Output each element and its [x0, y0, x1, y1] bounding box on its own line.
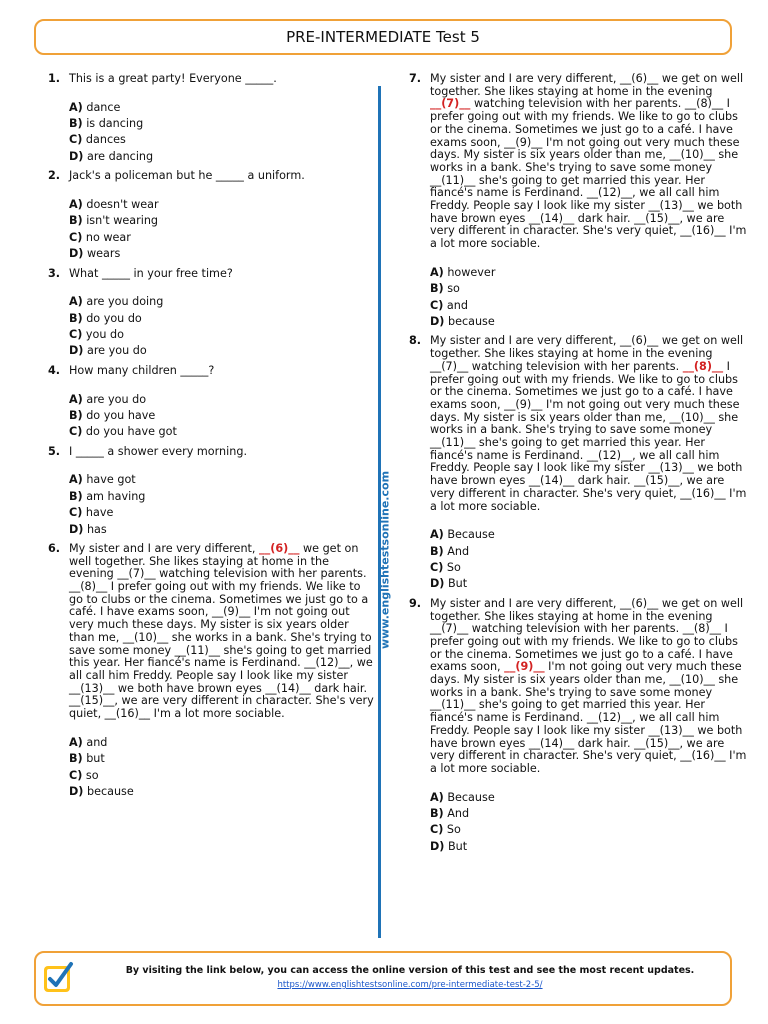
answer-options: [430, 265, 747, 331]
blank-gap: __(9)__: [211, 605, 251, 619]
blank-gap: __(8)__: [684, 97, 724, 111]
option-label: are you do: [86, 392, 147, 406]
blank-gap: __(6)__: [620, 72, 659, 85]
option-letter: A): [69, 197, 83, 211]
answer-option[interactable]: [69, 116, 376, 132]
blank-gap: __(8)__: [69, 580, 108, 594]
option-label: but: [86, 752, 105, 766]
passage-text: watching television with her parents.: [468, 622, 683, 636]
option-label: And: [447, 807, 470, 821]
answer-options: [69, 197, 376, 263]
passage-text: I'm not going out very much these days. My sister is six years older than me, __(10)__ she works in a bank. She's trying to save some money __(11)__ she's going to get married this year. Her fiancé's name is Ferdinand. __(12)__, we all call him Freddy. People say I look like my sister __(13)__ we both have brown eyes __(14)__ dark hair. __(15)__, we are very different in character. She's very quiet, __(16)__ I'm a lot more sociable.: [430, 135, 747, 251]
question-number: 5.: [47, 444, 60, 458]
footer-box: [34, 951, 732, 1006]
question: [36, 446, 376, 538]
option-letter: D): [69, 522, 84, 536]
option-letter: A): [430, 528, 444, 542]
option-label: So: [446, 823, 461, 837]
question-number: 4.: [47, 363, 60, 377]
option-label: and: [86, 735, 108, 749]
site-watermark: www.englishtestsonline.com: [378, 470, 392, 650]
target-gap: __(7)__: [430, 97, 471, 111]
question-text: [430, 335, 747, 513]
option-letter: B): [430, 544, 444, 558]
question-number: 8.: [408, 334, 421, 348]
option-letter: C): [430, 298, 444, 312]
answer-option[interactable]: [69, 230, 376, 246]
option-letter: C): [430, 561, 444, 575]
answer-option[interactable]: [69, 149, 376, 165]
option-label: Because: [447, 790, 495, 804]
answer-option[interactable]: [69, 505, 376, 521]
question-body: [69, 170, 376, 262]
checkbox-logo-icon: [42, 960, 74, 996]
option-letter: C): [69, 425, 83, 439]
answer-option[interactable]: [69, 327, 376, 343]
option-label: dance: [86, 100, 121, 114]
option-letter: B): [430, 282, 444, 296]
option-letter: B): [69, 311, 83, 325]
answer-options: [69, 392, 376, 441]
question-text: [430, 598, 747, 776]
blank-gap: __(7)__: [117, 567, 156, 581]
option-label: am having: [86, 489, 146, 503]
blank-gap: __(9)__: [504, 397, 543, 411]
option-label: no wear: [85, 230, 131, 244]
question-body: [69, 543, 376, 800]
question-text: [430, 73, 747, 251]
question-number: 7.: [408, 72, 421, 85]
option-label: have: [85, 506, 114, 520]
page-title: PRE-INTERMEDIATE Test 5: [286, 28, 480, 46]
option-label: wears: [86, 247, 121, 261]
question: [397, 73, 747, 330]
option-letter: D): [69, 247, 84, 261]
answer-options: [430, 527, 747, 593]
passage-text: I'm not going out very much these days. My sister is six years older than me, __(10)__ she works in a bank. She's trying to save some money __(11)__ she's going to get married this year. Her fiancé's name is Ferdinand. __(12)__, we all call him Freddy. People say I look like my sister __(13)__ we both have brown eyes __(14)__ dark hair. __(15)__, we are very different in character. She's very quiet, __(16)__ I'm a lot more sociable.: [430, 397, 747, 513]
footer-note: By visiting the link below, you can access the online version of this test and see the most recent updates.: [125, 965, 695, 976]
option-letter: C): [69, 506, 83, 520]
target-gap: __(8)__: [682, 359, 724, 373]
passage-text: we get on well together. She likes staying at home in the evening: [430, 72, 744, 98]
answer-option[interactable]: [69, 751, 376, 767]
option-letter: D): [430, 839, 445, 853]
option-letter: D): [69, 149, 84, 163]
answer-option[interactable]: [430, 544, 747, 560]
question-text: Jack's a policeman but he _____ a uniform.: [69, 169, 305, 183]
passage-text: we get on well together. She likes staying at home in the evening: [430, 596, 744, 623]
option-letter: C): [69, 230, 83, 244]
option-letter: D): [430, 315, 445, 329]
option-letter: A): [69, 100, 83, 114]
question-number: 2.: [47, 169, 60, 183]
option-label: So: [446, 561, 461, 575]
answer-option[interactable]: [430, 281, 747, 297]
passage-text: My sister and I are very different,: [430, 596, 621, 610]
question: [36, 73, 376, 165]
answer-option[interactable]: [69, 311, 376, 327]
question: [36, 543, 376, 800]
answer-option[interactable]: [430, 314, 747, 330]
answer-option[interactable]: [430, 839, 747, 855]
blank-gap: __(7)__: [430, 359, 469, 373]
option-label: have got: [86, 473, 136, 487]
option-label: do you do: [86, 311, 142, 325]
question-text: This is a great party! Everyone _____.: [69, 72, 277, 85]
footer-link[interactable]: https://www.englishtestsonline.com/pre-intermediate-test-2-5/: [277, 980, 543, 990]
answer-options: [430, 790, 747, 856]
answer-option[interactable]: [430, 560, 747, 576]
option-letter: B): [69, 752, 83, 766]
answer-option[interactable]: [69, 132, 376, 148]
option-label: are you do: [86, 344, 147, 358]
answer-option[interactable]: [69, 768, 376, 784]
option-letter: A): [69, 392, 83, 406]
option-letter: D): [69, 344, 84, 358]
option-label: so: [447, 282, 460, 296]
passage-text: I'm not going out very much these days. My sister is six years older than me, __(10)__ she works in a bank. She's trying to save some money __(11)__ she's going to get married this year. Her fiancé's name is Ferdinand. __(12)__, we all call him Freddy. People say I look like my sister __(13)__ we both have brown eyes __(14)__ dark hair. __(15)__, we are very different in character. She's very quiet, __(16)__ I'm a lot more sociable.: [430, 660, 747, 775]
answer-option[interactable]: [69, 197, 376, 213]
option-letter: B): [69, 408, 83, 422]
question-body: [430, 598, 747, 855]
option-letter: A): [430, 790, 444, 804]
option-label: are you doing: [86, 295, 164, 309]
option-letter: A): [430, 265, 444, 279]
question: [397, 335, 747, 592]
passage-text: I prefer going out with my friends. We like to go to clubs or the cinema. Sometimes we just go to a café. I have exams soon,: [69, 580, 369, 619]
blank-gap: __(7)__: [430, 622, 469, 636]
option-letter: D): [430, 577, 445, 591]
option-letter: C): [69, 768, 83, 782]
option-label: and: [446, 298, 468, 312]
question-body: [430, 73, 747, 330]
answer-option[interactable]: [430, 576, 747, 592]
passage-text: My sister and I are very different,: [430, 334, 621, 348]
option-label: Because: [447, 528, 495, 542]
answer-option[interactable]: [430, 527, 747, 543]
question-text: I _____ a shower every morning.: [69, 444, 248, 458]
answer-option[interactable]: [69, 489, 376, 505]
target-gap: __(9)__: [504, 660, 545, 674]
question-body: [430, 335, 747, 592]
option-label: because: [447, 315, 495, 329]
question-text: [69, 543, 376, 721]
answer-option[interactable]: [430, 822, 747, 838]
answer-option[interactable]: [69, 343, 376, 359]
question-body: [69, 268, 376, 360]
option-letter: C): [69, 133, 83, 147]
question: [36, 268, 376, 360]
question-text: How many children _____?: [69, 363, 215, 377]
option-letter: C): [69, 328, 83, 342]
option-label: are dancing: [86, 149, 154, 163]
passage-text: My sister and I are very different,: [430, 72, 621, 85]
option-letter: B): [69, 489, 83, 503]
question-number: 3.: [47, 266, 60, 280]
answer-option[interactable]: [69, 392, 376, 408]
option-letter: A): [69, 735, 83, 749]
passage-text: watching television with her parents.: [155, 567, 367, 581]
option-label: dances: [85, 133, 126, 147]
blank-gap: __(9)__: [504, 135, 543, 149]
answer-options: [69, 294, 376, 360]
option-letter: A): [69, 295, 83, 309]
option-label: is dancing: [86, 117, 144, 131]
test-title-box: [34, 19, 732, 55]
question-body: [69, 446, 376, 538]
passage-text: I prefer going out with my friends. We like to go to clubs or the cinema. Sometimes we just go to a café. I have exams soon,: [430, 622, 738, 674]
question-number: 6.: [47, 541, 60, 555]
question: [36, 170, 376, 262]
blank-gap: __(6)__: [620, 334, 659, 348]
answer-option[interactable]: [69, 246, 376, 262]
answer-option[interactable]: [430, 790, 747, 806]
question: [36, 365, 376, 441]
answer-option[interactable]: [69, 735, 376, 751]
answer-option[interactable]: [69, 522, 376, 538]
passage-text: we get on well together. She likes staying at home in the evening: [430, 334, 744, 361]
passage-text: I'm not going out very much these days. My sister is six years older than me, __(10)__ she works in a bank. She's trying to save some money __(11)__ she's going to get married this year. Her fiancé's name is Ferdinand. __(12)__, we all call him Freddy. People say I look like my sister __(13)__ we both have brown eyes __(14)__ dark hair. __(15)__, we are very different in character. She's very quiet, __(16)__ I'm a lot more sociable.: [69, 605, 374, 721]
question: [397, 598, 747, 855]
answer-options: [69, 735, 376, 801]
option-label: do you have: [86, 408, 156, 422]
blank-gap: __(8)__: [682, 622, 721, 636]
option-label: And: [447, 544, 470, 558]
option-letter: A): [69, 473, 83, 487]
question-text: What _____ in your free time?: [69, 266, 233, 280]
left-column: [36, 73, 376, 805]
answer-option[interactable]: [69, 294, 376, 310]
right-column: [397, 73, 747, 860]
option-label: you do: [85, 328, 124, 342]
answer-option[interactable]: [69, 100, 376, 116]
answer-option[interactable]: [69, 408, 376, 424]
option-label: because: [86, 784, 134, 798]
option-letter: B): [430, 807, 444, 821]
passage-text: we get on well together. She likes staying at home in the evening: [69, 541, 359, 581]
answer-options: [69, 100, 376, 166]
passage-text: My sister and I are very different,: [69, 541, 260, 555]
option-label: isn't wearing: [86, 214, 159, 228]
answer-option[interactable]: [430, 298, 747, 314]
question-body: [69, 73, 376, 165]
answer-option[interactable]: [69, 472, 376, 488]
answer-option[interactable]: [69, 213, 376, 229]
option-label: however: [447, 265, 496, 279]
option-label: doesn't wear: [86, 197, 159, 211]
option-letter: B): [69, 117, 83, 131]
option-letter: C): [430, 823, 444, 837]
question-body: [69, 365, 376, 441]
passage-text: watching television with her parents.: [468, 359, 683, 373]
question-number: 9.: [408, 596, 421, 610]
passage-text: I prefer going out with my friends. We like to go to clubs or the cinema. Sometimes we just go to a café. I have exams soon,: [430, 359, 738, 411]
question-number: 1.: [47, 72, 60, 85]
answer-options: [69, 472, 376, 538]
option-label: so: [85, 768, 99, 782]
passage-text: watching television with her parents.: [470, 97, 685, 111]
target-gap: __(6)__: [259, 541, 300, 555]
answer-option[interactable]: [430, 806, 747, 822]
passage-text: I prefer going out with my friends. We like to go to clubs or the cinema. Sometimes we just go to a café. I have exams soon,: [430, 97, 738, 149]
answer-option[interactable]: [69, 784, 376, 800]
answer-option[interactable]: [69, 424, 376, 440]
blank-gap: __(6)__: [620, 596, 659, 610]
option-letter: D): [69, 784, 84, 798]
option-label: has: [86, 522, 107, 536]
option-letter: B): [69, 214, 83, 228]
option-label: do you have got: [85, 425, 177, 439]
option-label: But: [447, 839, 468, 853]
answer-option[interactable]: [430, 265, 747, 281]
option-label: But: [447, 577, 468, 591]
